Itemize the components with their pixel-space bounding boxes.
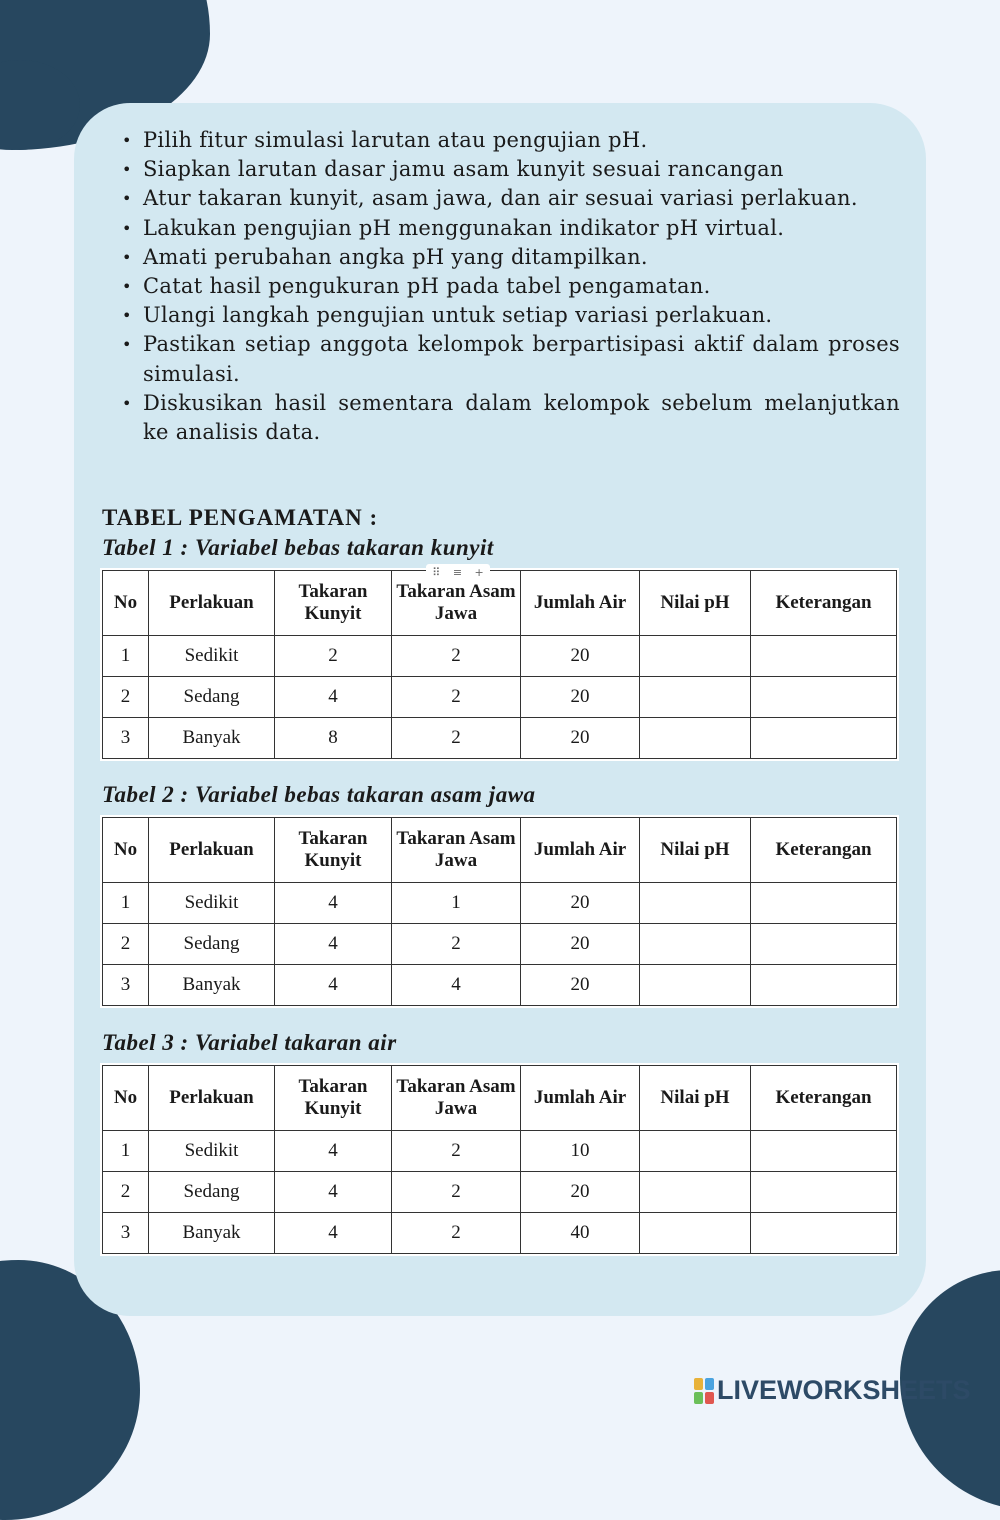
cell-jumlah-air: 20 [521,965,640,1006]
table-row [103,965,897,1006]
cell-perlakuan: Banyak [149,718,275,759]
table-row [103,718,897,759]
cell-perlakuan: Sedikit [149,636,275,677]
procedure-steps-list [120,126,900,447]
cell-jumlah-air: 20 [521,883,640,924]
brand-name: LIVEWORKSHEETS [717,1375,971,1405]
cell-no: 3 [103,965,149,1006]
cell-takaran-kunyit: 4 [275,883,392,924]
table-row [103,636,897,677]
cell-perlakuan: Sedang [149,1172,275,1213]
drag-handle-icon[interactable]: ⠿ [432,565,441,579]
table-row [103,677,897,718]
cell-keterangan-input[interactable] [751,1131,897,1172]
cell-perlakuan: Sedang [149,677,275,718]
column-header: Nilai pH [640,571,751,636]
column-header: No [103,571,149,636]
cell-takaran-asam-jawa: 4 [392,965,521,1006]
column-header: Takaran Asam Jawa [392,818,521,883]
table-3-caption: Tabel 3 : Variabel takaran air [102,1030,397,1055]
cell-nilai-ph-input[interactable] [640,677,751,718]
cell-no: 2 [103,924,149,965]
column-header: Keterangan [751,1066,897,1131]
table-row [103,883,897,924]
table-2-caption: Tabel 2 : Variabel bebas takaran asam jawa [102,782,536,807]
cell-no: 1 [103,636,149,677]
cell-no: 3 [103,718,149,759]
table-row [103,1213,897,1254]
cell-takaran-kunyit: 4 [275,1131,392,1172]
cell-takaran-asam-jawa: 2 [392,677,521,718]
table-1 [100,565,899,761]
cell-takaran-kunyit: 4 [275,1172,392,1213]
table-row [103,924,897,965]
column-header: Nilai pH [640,1066,751,1131]
cell-keterangan-input[interactable] [751,924,897,965]
table-row [103,1131,897,1172]
cell-perlakuan: Sedang [149,924,275,965]
column-header: Takaran Kunyit [275,571,392,636]
column-header: Perlakuan [149,818,275,883]
cell-keterangan-input[interactable] [751,1172,897,1213]
cell-takaran-asam-jawa: 1 [392,883,521,924]
cell-jumlah-air: 20 [521,677,640,718]
table-toolbar[interactable] [426,564,490,580]
cell-takaran-asam-jawa: 2 [392,636,521,677]
cell-no: 3 [103,1213,149,1254]
cell-keterangan-input[interactable] [751,718,897,759]
step-item: • Ulangi langkah pengujian untuk setiap variasi perlakuan. [120,301,900,330]
cell-jumlah-air: 20 [521,718,640,759]
cell-keterangan-input[interactable] [751,636,897,677]
cell-takaran-asam-jawa: 2 [392,1172,521,1213]
cell-takaran-kunyit: 4 [275,924,392,965]
cell-nilai-ph-input[interactable] [640,965,751,1006]
table-row [103,1172,897,1213]
table-1-caption: Tabel 1 : Variabel bebas takaran kunyit [102,535,494,560]
step-item: • Pastikan setiap anggota kelompok berpartisipasi aktif dalam proses simulasi. [120,330,900,388]
plus-icon[interactable]: + [474,565,484,579]
step-item: • Amati perubahan angka pH yang ditampilkan. [120,243,900,272]
cell-no: 2 [103,677,149,718]
cell-jumlah-air: 20 [521,636,640,677]
liveworksheets-logo-icon [694,1378,714,1404]
column-header: Takaran Asam Jawa [392,571,521,636]
column-header: Jumlah Air [521,1066,640,1131]
cell-perlakuan: Sedikit [149,883,275,924]
cell-jumlah-air: 20 [521,924,640,965]
cell-nilai-ph-input[interactable] [640,1131,751,1172]
cell-takaran-kunyit: 2 [275,636,392,677]
cell-keterangan-input[interactable] [751,677,897,718]
column-header: Takaran Kunyit [275,1066,392,1131]
liveworksheets-brand[interactable] [694,1375,971,1406]
cell-nilai-ph-input[interactable] [640,883,751,924]
cell-jumlah-air: 10 [521,1131,640,1172]
cell-nilai-ph-input[interactable] [640,636,751,677]
column-header: No [103,1066,149,1131]
cell-keterangan-input[interactable] [751,1213,897,1254]
cell-takaran-asam-jawa: 2 [392,718,521,759]
cell-jumlah-air: 20 [521,1172,640,1213]
step-item: • Pilih fitur simulasi larutan atau pengujian pH. [120,126,900,155]
column-header: Perlakuan [149,571,275,636]
cell-takaran-kunyit: 4 [275,1213,392,1254]
cell-takaran-kunyit: 4 [275,965,392,1006]
step-item: • Atur takaran kunyit, asam jawa, dan air sesuai variasi perlakuan. [120,184,900,213]
cell-nilai-ph-input[interactable] [640,1213,751,1254]
cell-no: 1 [103,883,149,924]
column-header: Takaran Asam Jawa [392,1066,521,1131]
column-header: Jumlah Air [521,571,640,636]
column-header: No [103,818,149,883]
column-header: Keterangan [751,571,897,636]
step-item: • Lakukan pengujian pH menggunakan indikator pH virtual. [120,214,900,243]
cell-keterangan-input[interactable] [751,965,897,1006]
section-heading: TABEL PENGAMATAN : [102,505,379,530]
cell-takaran-kunyit: 4 [275,677,392,718]
sort-icon[interactable]: ≡ [452,565,463,579]
step-item: • Catat hasil pengukuran pH pada tabel pengamatan. [120,272,900,301]
cell-takaran-kunyit: 8 [275,718,392,759]
cell-takaran-asam-jawa: 2 [392,924,521,965]
column-header: Perlakuan [149,1066,275,1131]
cell-takaran-asam-jawa: 2 [392,1213,521,1254]
table-2 [100,815,899,1008]
step-item: • Diskusikan hasil sementara dalam kelompok sebelum melanjutkan ke analisis data. [120,389,900,447]
cell-nilai-ph-input[interactable] [640,924,751,965]
cell-keterangan-input[interactable] [751,883,897,924]
cell-no: 1 [103,1131,149,1172]
column-header: Keterangan [751,818,897,883]
step-item: • Siapkan larutan dasar jamu asam kunyit sesuai rancangan [120,155,900,184]
cell-jumlah-air: 40 [521,1213,640,1254]
table-3 [100,1063,899,1256]
cell-perlakuan: Sedikit [149,1131,275,1172]
cell-perlakuan: Banyak [149,965,275,1006]
cell-perlakuan: Banyak [149,1213,275,1254]
cell-nilai-ph-input[interactable] [640,1172,751,1213]
cell-nilai-ph-input[interactable] [640,718,751,759]
column-header: Takaran Kunyit [275,818,392,883]
cell-no: 2 [103,1172,149,1213]
column-header: Jumlah Air [521,818,640,883]
cell-takaran-asam-jawa: 2 [392,1131,521,1172]
column-header: Nilai pH [640,818,751,883]
